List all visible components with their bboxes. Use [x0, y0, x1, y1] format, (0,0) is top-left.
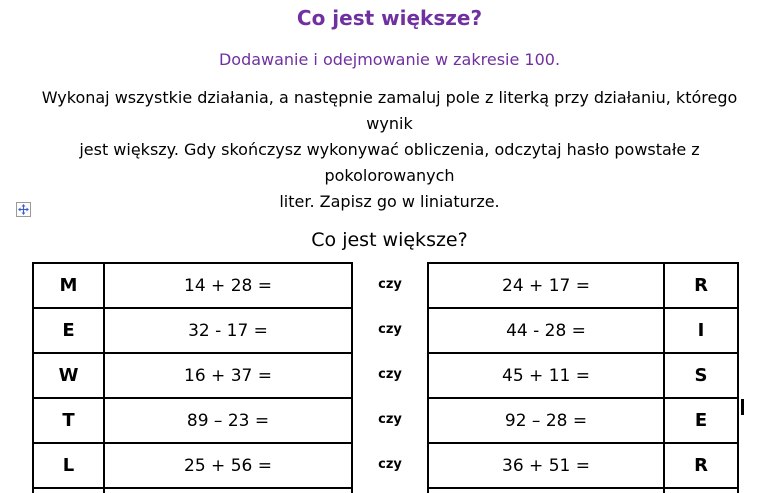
right-expression-cell[interactable]: 45 + 11 = — [428, 353, 664, 398]
worksheet-row — [428, 398, 738, 443]
right-letter-cell[interactable]: R — [664, 263, 738, 308]
left-expression-cell[interactable]: 16 + 37 = — [104, 353, 352, 398]
right-letter-cell[interactable]: S — [664, 353, 738, 398]
connector-label: czy — [378, 457, 402, 472]
connector-label: czy — [378, 412, 402, 427]
page-subtitle: Dodawanie i odejmowanie w zakresie 100. — [218, 50, 561, 69]
right-letter-cell[interactable]: I — [664, 308, 738, 353]
worksheet-row — [33, 488, 352, 493]
instructions-paragraph — [20, 85, 759, 215]
right-table — [427, 262, 739, 493]
left-expression-cell[interactable]: 89 – 23 = — [104, 398, 352, 443]
left-letter-cell[interactable]: L — [33, 443, 104, 488]
instructions-line-3: liter. Zapisz go w liniaturze. — [279, 192, 500, 211]
right-letter-cell[interactable] — [664, 488, 738, 493]
connector-column — [353, 262, 427, 493]
left-letter-cell[interactable]: M — [33, 263, 104, 308]
instructions-line-2: jest większy. Gdy skończysz wykonywać obliczenia, odczytaj hasło powstałe z pokolorowanych — [79, 140, 700, 185]
right-expression-cell[interactable]: 92 – 28 = — [428, 398, 664, 443]
connector-label — [353, 487, 427, 493]
worksheet-row — [33, 353, 352, 398]
left-letter-cell[interactable]: T — [33, 398, 104, 443]
left-letter-cell[interactable]: E — [33, 308, 104, 353]
left-expression-cell[interactable]: 14 + 28 = — [104, 263, 352, 308]
connector-label: czy — [378, 367, 402, 382]
right-expression-cell[interactable]: 24 + 17 = — [428, 263, 664, 308]
right-letter-cell[interactable]: E — [664, 398, 738, 443]
left-letter-cell[interactable]: W — [33, 353, 104, 398]
left-expression-cell[interactable]: 32 - 17 = — [104, 308, 352, 353]
worksheet-row — [428, 443, 738, 488]
left-letter-cell[interactable] — [33, 488, 104, 493]
instructions-line-1: Wykonaj wszystkie działania, a następnie zamaluj pole z literką przy działaniu, którego wynik — [41, 88, 738, 133]
right-expression-cell[interactable] — [428, 488, 664, 493]
move-icon — [18, 204, 29, 215]
right-letter-cell[interactable]: R — [664, 443, 738, 488]
worksheet-row — [428, 488, 738, 493]
worksheet-row — [33, 398, 352, 443]
worksheet-row — [428, 308, 738, 353]
connector-label: czy — [378, 322, 402, 337]
worksheet-row — [428, 353, 738, 398]
worksheet-title: Co jest większe? — [311, 229, 468, 251]
table-move-handle[interactable] — [16, 202, 31, 217]
page-title: Co jest większe? — [296, 6, 483, 30]
worksheet-row — [33, 263, 352, 308]
text-cursor — [741, 399, 744, 415]
left-table — [32, 262, 353, 493]
worksheet-row — [33, 443, 352, 488]
worksheet-row — [33, 308, 352, 353]
left-expression-cell[interactable]: 25 + 56 = — [104, 443, 352, 488]
right-expression-cell[interactable]: 36 + 51 = — [428, 443, 664, 488]
worksheet-row — [428, 263, 738, 308]
left-expression-cell[interactable] — [104, 488, 352, 493]
connector-label: czy — [378, 277, 402, 292]
right-expression-cell[interactable]: 44 - 28 = — [428, 308, 664, 353]
